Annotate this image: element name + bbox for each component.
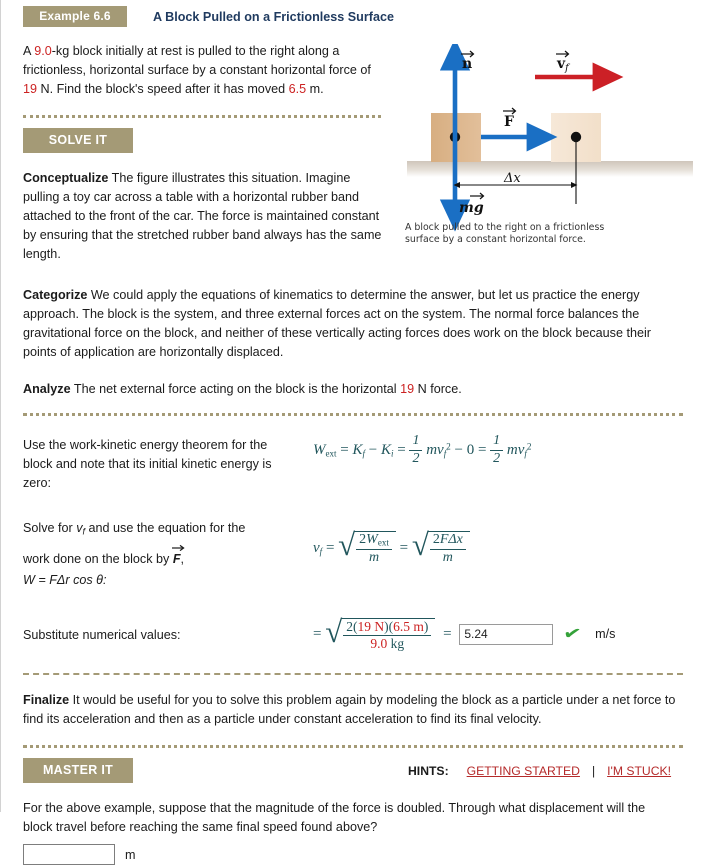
radical-body-2 — [428, 531, 470, 566]
svg-text:v: v — [557, 56, 566, 72]
half-denominator-1: 2 — [412, 450, 420, 466]
vf-subscript-lhs: f — [319, 546, 323, 557]
minus-1: − — [368, 441, 378, 458]
answer-unit-label: m/s — [595, 627, 616, 642]
step-2-vf-symbol: v — [76, 521, 83, 535]
solution-step-2 — [1, 517, 703, 590]
problem-mass-value: 9.0 — [34, 44, 52, 58]
svg-text:F: F — [504, 114, 514, 130]
equals-7: = — [443, 625, 452, 642]
block-final-center-dot — [571, 132, 581, 142]
step-2-F-vector-symbol: F — [173, 552, 181, 566]
conceptualize-heading: Conceptualize — [23, 171, 109, 185]
page-title: A Block Pulled on a Frictionless Surface — [153, 9, 394, 24]
minus-2: − — [454, 441, 463, 458]
radical-sign-3: √ — [325, 613, 343, 649]
correct-check-icon: ✔ — [561, 623, 583, 645]
K-final-subscript: f — [362, 448, 365, 459]
svg-text:mg: mg — [459, 200, 484, 216]
master-it-header-row — [1, 758, 703, 783]
conceptualize-body: The figure illustrates this situation. Imagine pulling a toy car across a table with a horizontal rubber band attached to the front of the car. The force is maintained constant by ensuring that the stretched rubber band always has the same length. — [23, 171, 382, 261]
one-half-fraction-2 — [490, 434, 503, 467]
radical-body-1 — [354, 531, 396, 566]
step-2-label-part3: work done on the block by — [23, 551, 173, 566]
applied-force-label — [503, 108, 516, 130]
fraction-numeric — [343, 620, 431, 652]
finalize-body: It would be useful for you to solve this problem again by modeling the block as a particle under a net force to find its acceleration and then as a particle under constant acceleration to find its final velocity. — [23, 693, 676, 727]
analyze-heading: Analyze — [23, 382, 71, 396]
equals-5: = — [399, 539, 409, 556]
radical-sign-1: √ — [338, 527, 356, 562]
figure-caption: A block pulled to the right on a frictionless surface by a constant horizontal force. — [405, 222, 605, 245]
solve-it-bar: SOLVE IT — [23, 128, 133, 153]
numerator-2Wext: $2W_{ext}$ — [356, 533, 392, 550]
mv-term-2: mv — [506, 441, 525, 458]
master-it-answer-row — [1, 844, 703, 865]
v-exponent-1: 2 — [446, 441, 451, 452]
vf-symbol-lhs: v — [313, 539, 320, 556]
equals-2: = — [397, 441, 406, 458]
solution-step-1 — [1, 434, 703, 493]
problem-statement — [1, 28, 381, 99]
equals-1: = — [340, 441, 349, 458]
radical-sign-2: √ — [411, 527, 429, 563]
one-half-fraction-1 — [409, 434, 422, 467]
step-2-vf-subscript: f — [82, 526, 86, 537]
ground-surface — [407, 161, 693, 177]
categorize-body: We could apply the equations of kinematics to determine the answer, but let us practice the energy approach. The block is the system, and three external forces act on the system. The normal force balances the gravitational force on the block, and neither of these vertically acting forces does work on the block because their points of application are horizontally displaced. — [23, 288, 651, 359]
finalize-heading: Finalize — [23, 693, 70, 708]
W-ext-symbol: W — [313, 441, 326, 458]
radical-1 — [338, 527, 396, 566]
step-2-work-formula: W = FΔr cos θ: — [23, 572, 107, 587]
divider-before-solve-it — [23, 115, 381, 118]
step-2-label-part1: Solve for — [23, 521, 77, 535]
half-denominator-2: 2 — [493, 450, 501, 466]
fraction-2Wext-over-m — [356, 533, 392, 566]
problem-force-value: 19 — [23, 82, 38, 96]
example-header — [1, 0, 703, 28]
radical-2 — [411, 527, 470, 566]
analyze-body-2: N force. — [414, 382, 462, 396]
hints-label: HINTS: — [408, 763, 449, 778]
im-stuck-link[interactable]: I'M STUCK! — [607, 763, 672, 778]
answer-input[interactable] — [459, 624, 553, 645]
K-initial-symbol: K — [380, 441, 391, 458]
equals-4: = — [325, 539, 335, 556]
denominator-mass-value: 9.0 — [370, 635, 388, 651]
finalize-paragraph — [1, 691, 703, 729]
divider-before-finalize — [23, 673, 683, 675]
solution-step-3 — [1, 614, 703, 652]
step-2-label-part2: and use the equation for the — [85, 521, 246, 535]
divider-before-steps — [23, 413, 683, 416]
denominator-m-1: m — [368, 550, 380, 566]
step-3-equation — [295, 614, 703, 652]
master-it-bar: MASTER IT — [23, 758, 133, 783]
step-1-equation — [295, 434, 703, 467]
analyze-body-1: The net external force acting on the block is the horizontal — [70, 382, 401, 396]
normal-force-label — [461, 51, 474, 72]
svg-text:f: f — [565, 63, 569, 74]
mv-term-1: mv — [426, 441, 444, 458]
numerator-distance-value: 6.5 m — [393, 618, 424, 634]
K-final-symbol: K — [352, 441, 363, 458]
zero-term: 0 — [466, 441, 475, 458]
W-ext-subscript: ext — [325, 448, 337, 459]
K-initial-subscript: i — [390, 448, 394, 459]
problem-distance-value: 6.5 — [288, 82, 307, 96]
numerator-force-value: 19 N — [357, 618, 385, 634]
master-it-question: For the above example, suppose that the magnitude of the force is doubled. Through what displacement will the block travel before reaching the same final speed found above? — [23, 801, 646, 835]
half-numerator-2: 1 — [490, 434, 503, 451]
hints-separator: | — [591, 763, 596, 778]
numerator-numeric: 2(19 N)(6.5 m) — [343, 620, 431, 636]
master-it-unit-label: m — [125, 847, 136, 862]
radical-body-3 — [341, 618, 435, 652]
radical-3 — [325, 613, 435, 652]
equals-3: = — [477, 441, 487, 458]
problem-text-part1: A — [23, 44, 35, 58]
numerator-2FDx: 2FΔx — [430, 533, 466, 550]
step-1-label: Use the work-kinetic energy theorem for the block and note that its initial kinetic energy is zero: — [23, 438, 272, 490]
svg-text:n: n — [462, 56, 473, 72]
divider-before-master-it — [23, 745, 683, 748]
step-3-label: Substitute numerical values: — [23, 627, 181, 642]
vector-arrow-icon — [172, 544, 185, 551]
categorize-heading: Categorize — [23, 288, 88, 302]
fraction-2FDx-over-m — [430, 533, 466, 566]
step-2-label-part4: , — [180, 551, 185, 566]
v-exponent-2: 2 — [526, 441, 532, 452]
problem-text-part4: m. — [306, 82, 324, 96]
displacement-label: Δx — [504, 171, 521, 186]
weight-label — [459, 193, 484, 216]
v-subscript-1: f — [443, 448, 447, 459]
denominator-numeric: 9.0 kg — [370, 635, 405, 651]
problem-text-part3: N. Find the block's speed after it has moved — [37, 82, 289, 96]
final-velocity-label — [556, 51, 571, 74]
getting-started-link[interactable]: GETTING STARTED — [466, 763, 580, 778]
denominator-m-2: m — [442, 549, 453, 565]
analyze-paragraph — [1, 380, 703, 399]
categorize-paragraph — [1, 286, 703, 362]
step-2-label — [23, 517, 295, 590]
v-subscript-2: f — [524, 448, 527, 459]
analyze-force-value: 19 — [400, 382, 415, 396]
example-badge: Example 6.6 — [23, 6, 127, 27]
equals-6: = — [313, 625, 322, 642]
half-numerator-1: 1 — [409, 434, 422, 451]
step-2-equation — [295, 517, 703, 566]
conceptualize-paragraph — [1, 169, 383, 264]
master-it-answer-input[interactable] — [23, 844, 115, 865]
problem-text-part2: -kg block initially at rest is pulled to the right along a frictionless, horizontal surface by a constant horizontal force of — [23, 44, 371, 77]
